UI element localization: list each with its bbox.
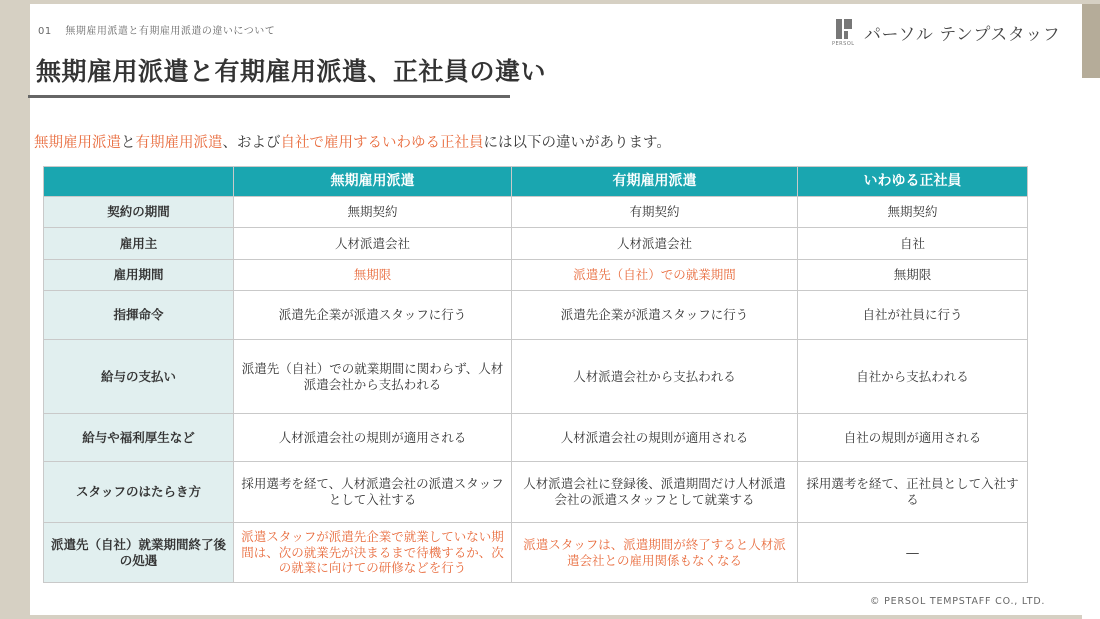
intro-text-6: には以下の違いがあります。 <box>483 135 671 151</box>
table-row <box>44 228 1028 260</box>
table-cell: 自社 <box>798 228 1028 260</box>
table-cell: 無期契約 <box>234 197 512 228</box>
side-strip <box>1082 78 1100 619</box>
table-cell: 採用選考を経て、人材派遣会社の派遣スタッフとして入社する <box>234 462 512 523</box>
table-cell: 無期契約 <box>798 197 1028 228</box>
table-cell: 人材派遣会社の規則が適用される <box>512 414 798 462</box>
table-cell: 人材派遣会社 <box>234 228 512 260</box>
page-title: 無期雇用派遣と有期雇用派遣、正社員の違い <box>36 57 547 86</box>
table-cell: 有期契約 <box>512 197 798 228</box>
table-cell: 人材派遣会社 <box>512 228 798 260</box>
row-label: 派遣先（自社）就業期間終了後の処遇 <box>44 523 234 583</box>
table-cell: 人材派遣会社の規則が適用される <box>234 414 512 462</box>
table-row <box>44 523 1028 583</box>
intro-text-4: 、および <box>222 135 281 151</box>
table-cell: 派遣先企業が派遣スタッフに行う <box>234 291 512 340</box>
table-cell: ― <box>798 523 1028 583</box>
title-underline <box>28 95 510 98</box>
table-cell-highlight: 派遣スタッフは、派遣期間が終了すると人材派遣会社との雇用関係もなくなる <box>512 523 798 583</box>
intro-text <box>34 131 671 152</box>
table-cell: 人材派遣会社から支払われる <box>512 340 798 414</box>
company-logo <box>834 17 1060 47</box>
row-label: 契約の期間 <box>44 197 234 228</box>
copyright: © PERSOL TEMPSTAFF CO., LTD. <box>870 596 1046 607</box>
row-label: 雇用主 <box>44 228 234 260</box>
table-cell: 派遣先企業が派遣スタッフに行う <box>512 291 798 340</box>
table-cell-highlight: 無期限 <box>234 260 512 291</box>
header-cell-regular-employee: いわゆる正社員 <box>798 167 1028 197</box>
header-cell-corner <box>44 167 234 197</box>
table-row <box>44 197 1028 228</box>
logo-text: パーソル テンプスタッフ <box>864 24 1061 45</box>
table-cell: 無期限 <box>798 260 1028 291</box>
row-label: 指揮命令 <box>44 291 234 340</box>
table-row <box>44 462 1028 523</box>
section-number: 01 <box>38 26 52 37</box>
table-cell: 自社が社員に行う <box>798 291 1028 340</box>
side-strip-accent <box>1082 4 1100 78</box>
row-label: 給与の支払い <box>44 340 234 414</box>
intro-highlight-3: 自社で雇用するいわゆる正社員 <box>280 135 484 151</box>
header-cell-fixed-term-dispatch: 有期雇用派遣 <box>512 167 798 197</box>
row-label: 給与や福利厚生など <box>44 414 234 462</box>
intro-text-2: と <box>121 135 136 151</box>
logo-small-text: PERSOL <box>832 41 855 47</box>
table-row <box>44 291 1028 340</box>
section-label <box>38 22 275 37</box>
table-cell-highlight: 派遣スタッフが派遣先企業で就業していない期間は、次の就業先が決まるまで待機するか、次の就業に向けての研修などを行う <box>234 523 512 583</box>
table-cell: 自社から支払われる <box>798 340 1028 414</box>
table-cell: 自社の規則が適用される <box>798 414 1028 462</box>
table-header-row <box>44 167 1028 197</box>
table-cell-highlight: 派遣先（自社）での就業期間 <box>512 260 798 291</box>
table-cell: 採用選考を経て、正社員として入社する <box>798 462 1028 523</box>
intro-highlight-1: 無期雇用派遣 <box>34 135 121 151</box>
header-cell-indefinite-dispatch: 無期雇用派遣 <box>234 167 512 197</box>
intro-highlight-2: 有期雇用派遣 <box>135 135 223 151</box>
table-row <box>44 414 1028 462</box>
comparison-table <box>43 166 1028 583</box>
table-cell: 派遣先（自社）での就業期間に関わらず、人材派遣会社から支払われる <box>234 340 512 414</box>
persol-logo-icon <box>834 17 856 47</box>
table-row <box>44 340 1028 414</box>
table-row <box>44 260 1028 291</box>
row-label: スタッフのはたらき方 <box>44 462 234 523</box>
section-title: 無期雇用派遣と有期雇用派遣の違いについて <box>65 26 276 37</box>
table-cell: 人材派遣会社に登録後、派遣期間だけ人材派遣会社の派遣スタッフとして就業する <box>512 462 798 523</box>
row-label: 雇用期間 <box>44 260 234 291</box>
